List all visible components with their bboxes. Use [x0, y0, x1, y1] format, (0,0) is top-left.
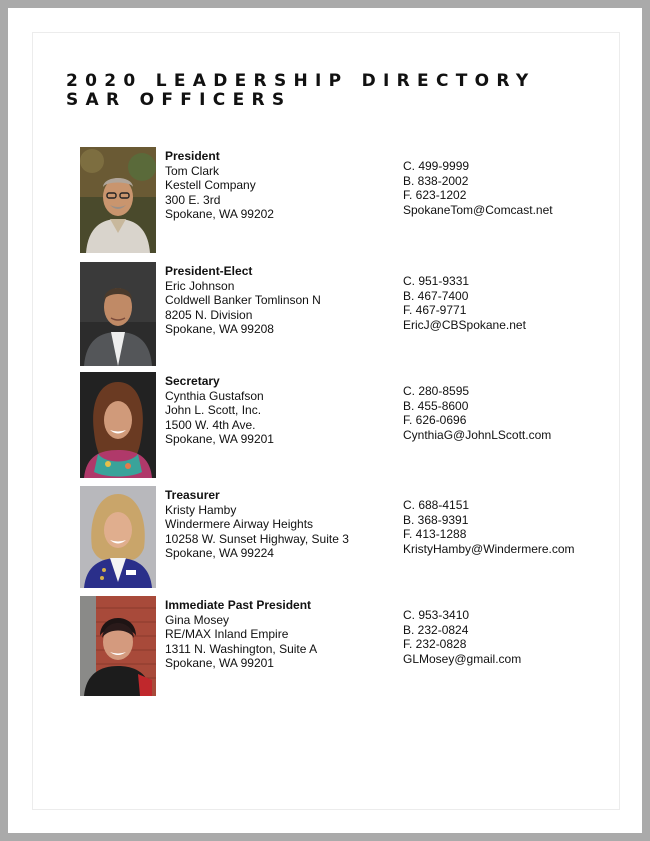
officer-photo	[80, 486, 156, 588]
officer-info	[165, 264, 321, 337]
officer-company: John L. Scott, Inc.	[165, 403, 262, 417]
title-line-1: 2020 LEADERSHIP DIRECTORY	[66, 71, 536, 91]
officer-business: B. 467-7400	[403, 288, 469, 303]
officer-name: Kristy Hamby	[165, 502, 237, 517]
officer-company: Coldwell Banker Tomlinson N	[165, 293, 321, 307]
officer-fax: F. 232-0828	[403, 637, 467, 651]
officer-address: 300 E. 3rd	[165, 192, 221, 207]
officer-photo	[80, 596, 156, 696]
officer-cell: C. 499-9999	[403, 159, 470, 173]
officer-business: B. 232-0824	[403, 622, 469, 637]
title-line-2: SAR OFFICERS	[66, 90, 292, 110]
officer-contact	[403, 384, 551, 442]
officer-address: 1311 N. Washington, Suite A	[165, 641, 318, 656]
officer-company: RE/MAX Inland Empire	[165, 627, 289, 641]
officer-contact	[403, 608, 521, 666]
officer-email[interactable]: GLMosey@gmail.com	[403, 651, 522, 666]
officer-city: Spokane, WA 99208	[165, 322, 274, 336]
officer-name: Gina Mosey	[165, 612, 230, 627]
officer-email[interactable]: SpokaneTom@Comcast.net	[403, 202, 553, 217]
officer-role: Secretary	[165, 374, 220, 388]
officer-city: Spokane, WA 99202	[165, 207, 274, 221]
officer-info	[165, 149, 274, 222]
officer-company: Windermere Airway Heights	[165, 517, 314, 531]
officer-city: Spokane, WA 99201	[165, 432, 274, 446]
officer-business: B. 838-2002	[403, 173, 469, 188]
officer-fax: F. 413-1288	[403, 527, 467, 541]
officer-photo	[80, 372, 156, 478]
officer-cell: C. 280-8595	[403, 384, 470, 398]
officer-contact	[403, 274, 526, 332]
officer-email[interactable]: KristyHamby@Windermere.com	[403, 541, 575, 556]
officer-photo	[80, 262, 156, 366]
officer-company: Kestell Company	[165, 178, 256, 192]
officer-cell: C. 951-9331	[403, 274, 470, 288]
officer-fax: F. 623-1202	[403, 188, 467, 202]
officer-info	[165, 598, 317, 671]
officer-contact	[403, 159, 553, 217]
officer-fax: F. 467-9771	[403, 303, 467, 317]
officer-role: President-Elect	[165, 264, 253, 278]
officer-business: B. 455-8600	[403, 398, 469, 413]
officer-info	[165, 374, 274, 447]
officer-name: Tom Clark	[165, 163, 220, 178]
officer-business: B. 368-9391	[403, 512, 469, 527]
officer-cell: C. 953-3410	[403, 608, 470, 622]
officer-cell: C. 688-4151	[403, 498, 470, 512]
officer-address: 10258 W. Sunset Highway, Suite 3	[165, 531, 349, 546]
officer-city: Spokane, WA 99224	[165, 546, 274, 560]
officer-info	[165, 488, 349, 561]
officer-name: Cynthia Gustafson	[165, 388, 264, 403]
officer-address: 1500 W. 4th Ave.	[165, 417, 256, 432]
officer-name: Eric Johnson	[165, 278, 235, 293]
officer-role: Treasurer	[165, 488, 220, 502]
officer-address: 8205 N. Division	[165, 307, 253, 322]
officer-role: President	[165, 149, 220, 163]
officer-email[interactable]: CynthiaG@JohnLScott.com	[403, 427, 552, 442]
officer-photo	[80, 147, 156, 253]
officer-city: Spokane, WA 99201	[165, 656, 274, 670]
officer-contact	[403, 498, 575, 556]
officer-role: Immediate Past President	[165, 598, 312, 612]
officer-email[interactable]: EricJ@CBSpokane.net	[403, 317, 526, 332]
officer-fax: F. 626-0696	[403, 413, 467, 427]
page-title	[66, 72, 535, 110]
